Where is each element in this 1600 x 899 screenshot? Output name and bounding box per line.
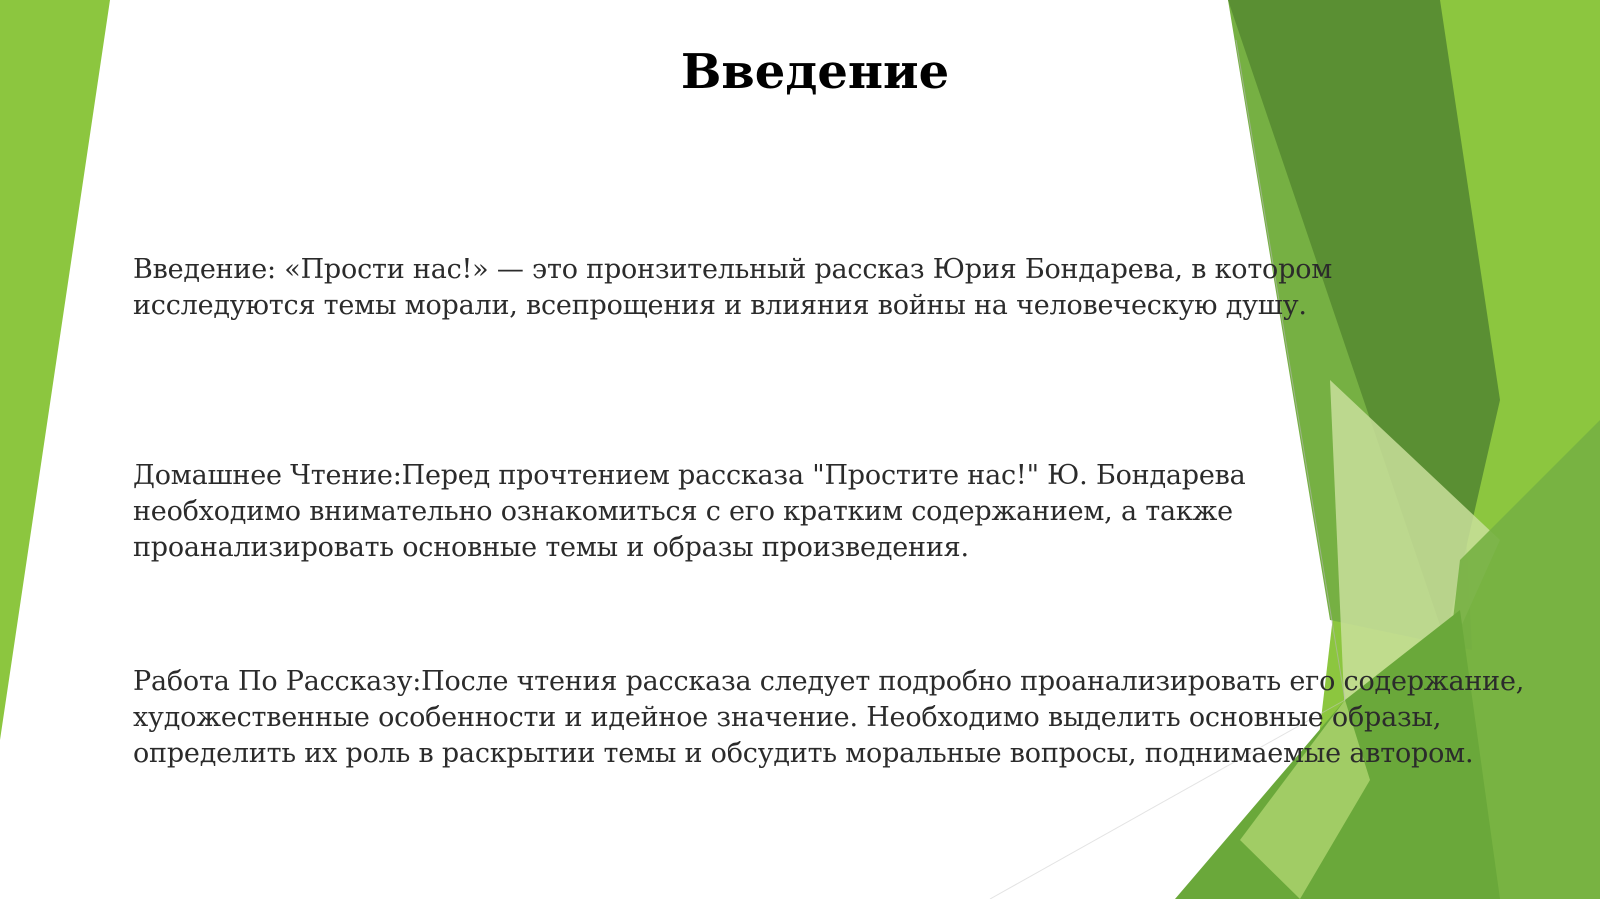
paragraph-home-reading: Домашнее Чтение:Перед прочтением рассказа "Простите нас!" Ю. Бондарева необходимо внимательно ознакомиться с его кратким содержанием, а также проанализировать основные темы и образы произведения. — [133, 460, 1246, 563]
left-green-stripe — [0, 0, 110, 740]
paragraph-introduction: Введение: «Прости нас!» — это пронзительный рассказ Юрия Бондарева, в котором исследуются темы морали, всепрощения и влияния войны на человеческую душу. — [133, 254, 1333, 321]
paragraph-story-work: Работа По Рассказу:После чтения рассказа следует подробно проанализировать его содержание, художественные особенности и идейное значение. Необходимо выделить основные образы, определить их роль в раскрытии темы и обсудить моральные вопросы, поднимаемые автором. — [133, 666, 1525, 769]
slide-title: Введение — [680, 44, 950, 100]
